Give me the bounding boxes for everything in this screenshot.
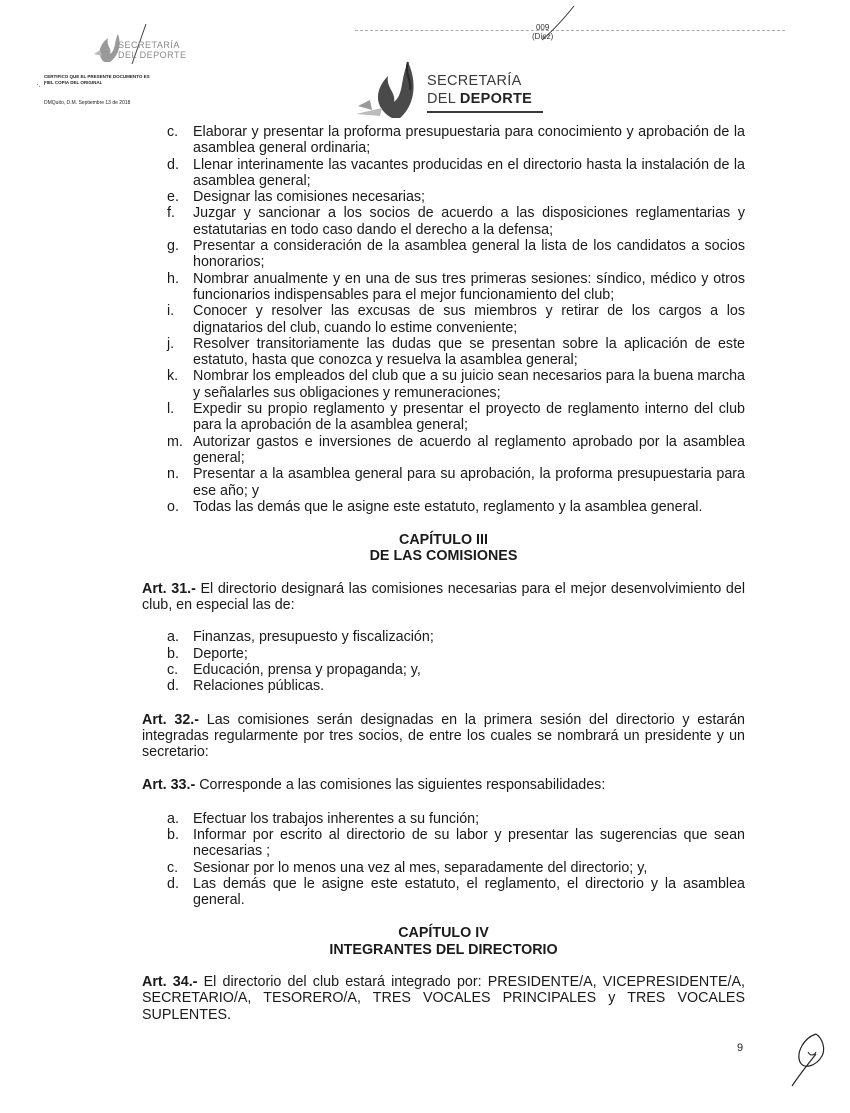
logo-line1: SECRETARÍA (427, 73, 522, 89)
list-item (142, 368, 745, 401)
chapter-4-subtitle: INTEGRANTES DEL DIRECTORIO (329, 941, 558, 958)
list-item-marker: b. (167, 645, 179, 662)
article-31-text: El directorio designará las comisiones necesarias para el mejor desenvolvimiento del club, en especial las de: (142, 580, 746, 614)
article-32-label: Art. 32.- (142, 711, 200, 728)
list-item-text: Juzgar y sancionar a los socios de acuerdo a las disposiciones reglamentarias y estatutarias en todo caso dando el derecho a la defensa; (193, 205, 745, 238)
list-item-marker: e. (167, 189, 179, 206)
document-body (142, 124, 745, 1023)
margin-dots: ·. · (36, 80, 46, 89)
list-item-text: Designar las comisiones necesarias; (193, 189, 426, 206)
list-item (142, 271, 745, 304)
list-item-text: Las demás que le asigne este estatuto, el reglamento, el directorio y la asamblea general. (193, 875, 745, 909)
list-item (142, 401, 745, 434)
list-item (142, 629, 745, 645)
list-item-text: Efectuar los trabajos inherentes a su función; (193, 810, 480, 827)
list-item (142, 499, 745, 515)
list-item-marker: f. (167, 205, 175, 222)
list-item-marker: m. (167, 433, 183, 450)
list-item-marker: l. (167, 401, 175, 418)
list-item-marker: c. (167, 124, 179, 140)
logo-line2-bold: DEPORTE (459, 91, 533, 107)
list-item-marker: a. (167, 810, 179, 827)
folio-pen-stroke (530, 4, 580, 44)
article-33 (142, 777, 745, 793)
list-item-marker: k. (167, 368, 179, 385)
list-item (142, 157, 745, 190)
list-item-marker: o. (167, 498, 179, 515)
commissions-list (142, 629, 745, 694)
list-item (142, 434, 745, 467)
list-item-text: Resolver transitoriamente las dudas que se presentan sobre la aplicación de este estatuto, hasta que conozca y resuelva la asamblea general; (193, 335, 745, 369)
article-31 (142, 581, 745, 614)
list-item-text: Conocer y resolver las excusas de sus miembros y retirar de los cargos a los dignatarios del club, cuando lo estime conveniente; (193, 303, 745, 336)
list-item-text: Nombrar los empleados del club que a su juicio sean necesarios para la buena marcha y señalarles sus obligaciones y remuneraciones; (193, 368, 745, 401)
list-item (142, 303, 745, 336)
article-34-label: Art. 34.- (142, 974, 198, 991)
chapter-4-title: CAPÍTULO IV (398, 925, 489, 942)
list-item-text: Elaborar y presentar la proforma presupuestaria para conocimiento y aprobación de la asamblea general ordinaria; (193, 124, 745, 157)
stamp-brand-line2: DEL DEPORTE (118, 50, 187, 60)
stamp-date: DMQuito, D.M. Septiembre 13 de 2018 (44, 100, 131, 106)
list-item (142, 678, 745, 694)
list-item-marker: c. (167, 859, 179, 876)
list-item (142, 466, 745, 499)
list-item-marker: n. (167, 466, 179, 483)
list-item-text: Expedir su propio reglamento y presentar el proyecto de reglamento interno del club para la aprobación de la asamblea general; (193, 401, 745, 434)
list-item-marker: i. (167, 303, 175, 320)
list-item-text: Informar por escrito al directorio de su labor y presentar las sugerencias que sean necesarias ; (193, 826, 745, 860)
chapter-3-title: CAPÍTULO III (399, 532, 488, 549)
list-item (142, 189, 745, 205)
list-item-marker: d. (167, 678, 179, 695)
list-item-marker: d. (167, 156, 179, 173)
list-item (142, 336, 745, 369)
list-item-text: Sesionar por lo menos una vez al mes, separadamente del directorio; y, (193, 859, 648, 876)
list-item-text: Autorizar gastos e inversiones de acuerdo al reglamento aprobado por la asamblea general; (193, 433, 745, 466)
list-item (142, 646, 745, 662)
logo-line2 (427, 91, 532, 107)
logo-line2-prefix: DEL (427, 91, 460, 107)
article-34 (142, 974, 745, 1023)
directorio-duties-list (142, 124, 745, 515)
article-31-label: Art. 31.- (142, 580, 196, 597)
list-item-marker: h. (167, 270, 179, 287)
list-item (142, 205, 745, 238)
article-32-text: Las comisiones serán designadas en la primera sesión del directorio y estarán integradas regularmente por tres socios, de entre los cuales se nombrará un presidente y un secretario: (142, 711, 745, 761)
list-item-marker: c. (167, 661, 179, 678)
list-item-text: Relaciones públicas. (193, 678, 325, 695)
list-item-marker: j. (167, 335, 175, 352)
list-item (142, 876, 745, 909)
article-34-text: El directorio del club estará integrado por: PRESIDENTE/A, VICEPRESIDENTE/A, SECRETARIO/A, TESORERO/A, TRES VOCALES PRINCIPALES y TRES VOCALES SUPLENTES. (142, 974, 745, 1023)
folio-words: (Diez) (532, 32, 554, 41)
list-item-text: Deporte; (193, 645, 248, 662)
list-item-marker: d. (167, 875, 179, 892)
list-item-marker: b. (167, 826, 179, 843)
list-item-text: Llenar interinamente las vacantes producidas en el directorio hasta la instalación de la asamblea general; (193, 156, 745, 189)
article-32 (142, 712, 745, 761)
page-number: 9 (737, 1042, 744, 1054)
list-item-marker: g. (167, 238, 179, 255)
list-item-text: Finanzas, presupuesto y fiscalización; (193, 629, 434, 646)
list-item-text: Presentar a consideración de la asamblea general la lista de los candidatos a socios honorarios; (193, 238, 745, 271)
logo-underline (427, 111, 543, 113)
folio-digits: 009 (535, 23, 550, 32)
list-item-text: Presentar a la asamblea general para su aprobación, la proforma presupuestaria para ese año; y (193, 466, 745, 499)
list-item-text: Todas las demás que le asigne este estatuto, reglamento y la asamblea general. (193, 498, 703, 515)
article-33-label: Art. 33.- (142, 777, 196, 794)
signature-initial (786, 1030, 836, 1090)
list-item-text: Nombrar anualmente y en una de sus tres primeras sesiones: síndico, médico y otros funcionarios indispensables para el mejor funcionamiento del club; (193, 270, 745, 303)
list-item (142, 811, 745, 827)
article-33-text: Corresponde a las comisiones las siguientes responsabilidades: (195, 777, 606, 794)
list-item (142, 662, 745, 678)
list-item (142, 238, 745, 271)
commission-responsibilities-list (142, 811, 745, 909)
stamp-brand (118, 40, 187, 60)
list-item-text: Educación, prensa y propaganda; y, (193, 661, 421, 678)
list-item (142, 827, 745, 860)
list-item (142, 860, 745, 876)
chapter-3-subtitle: DE LAS COMISIONES (369, 548, 518, 565)
stamp-certify-text: CERTIFICO QUE EL PRESENTE DOCUMENTO ES FIEL COPIA DEL ORIGINAL (44, 74, 150, 85)
list-item-marker: a. (167, 629, 179, 646)
stamp-brand-line1: SECRETARÍA (118, 40, 180, 50)
list-item (142, 124, 745, 157)
